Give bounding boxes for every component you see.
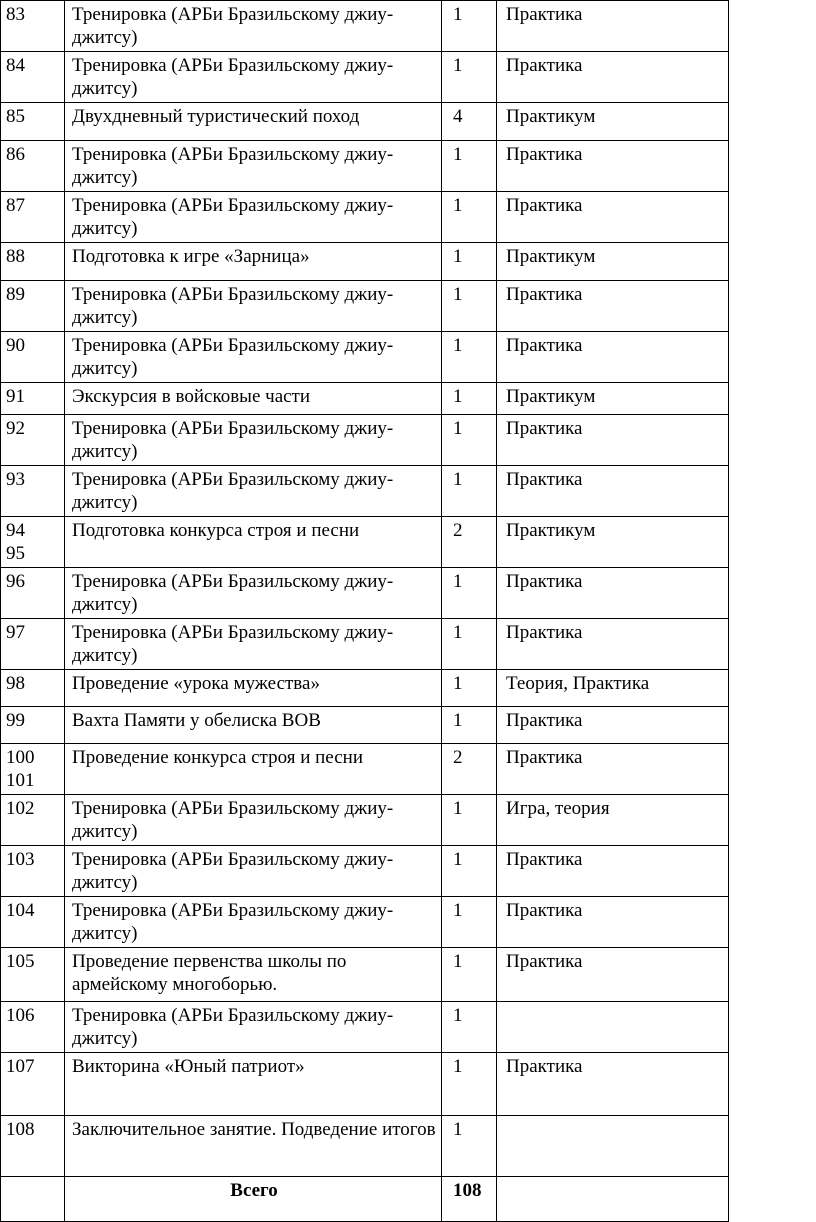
lesson-topic-cell: Тренировка (АРБи Бразильскому джиу-джитсу) (65, 141, 442, 192)
hours-cell: 1 (442, 141, 497, 192)
lesson-number-cell: 104 (1, 897, 65, 948)
hours-cell: 1 (442, 846, 497, 897)
total-type-cell (497, 1177, 729, 1222)
hours-cell: 2 (442, 517, 497, 568)
lesson-topic-cell: Викторина «Юный патриот» (65, 1053, 442, 1116)
lesson-topic-cell: Заключительное занятие. Подведение итогов (65, 1116, 442, 1177)
table-row (1, 1002, 729, 1053)
table-row (1, 897, 729, 948)
lesson-type-cell: Практика (497, 281, 729, 332)
lesson-type-cell: Практикум (497, 517, 729, 568)
hours-cell: 1 (442, 1002, 497, 1053)
lesson-number-cell: 103 (1, 846, 65, 897)
table-row (1, 517, 729, 568)
table-row (1, 948, 729, 1002)
lesson-number-cell: 94 95 (1, 517, 65, 568)
lesson-number-cell: 84 (1, 52, 65, 103)
hours-cell: 1 (442, 948, 497, 1002)
hours-cell: 1 (442, 281, 497, 332)
lesson-topic-cell: Тренировка (АРБи Бразильскому джиу-джитсу) (65, 1, 442, 52)
lesson-type-cell: Практика (497, 707, 729, 744)
hours-cell: 1 (442, 897, 497, 948)
lesson-type-cell: Практикум (497, 103, 729, 141)
table-row (1, 795, 729, 846)
hours-cell: 1 (442, 383, 497, 415)
hours-cell: 2 (442, 744, 497, 795)
lesson-number-cell: 107 (1, 1053, 65, 1116)
hours-cell: 1 (442, 243, 497, 281)
lesson-number-cell: 100 101 (1, 744, 65, 795)
lesson-number-cell: 92 (1, 415, 65, 466)
hours-cell: 1 (442, 466, 497, 517)
table-row (1, 1053, 729, 1116)
lesson-topic-cell: Подготовка конкурса строя и песни (65, 517, 442, 568)
lesson-number-cell: 89 (1, 281, 65, 332)
total-label: Всего (65, 1177, 442, 1222)
hours-cell: 1 (442, 1053, 497, 1116)
total-hours: 108 (442, 1177, 497, 1222)
lesson-number-cell: 98 (1, 670, 65, 707)
lesson-type-cell: Практика (497, 332, 729, 383)
lesson-number-cell: 91 (1, 383, 65, 415)
lesson-type-cell: Практикум (497, 243, 729, 281)
lesson-topic-cell: Тренировка (АРБи Бразильскому джиу-джитсу) (65, 415, 442, 466)
lesson-topic-cell: Тренировка (АРБи Бразильскому джиу-джитсу) (65, 846, 442, 897)
lesson-topic-cell: Вахта Памяти у обелиска ВОВ (65, 707, 442, 744)
lesson-number-cell: 108 (1, 1116, 65, 1177)
lesson-topic-cell: Тренировка (АРБи Бразильскому джиу-джитсу) (65, 332, 442, 383)
hours-cell: 1 (442, 192, 497, 243)
lesson-number-cell: 86 (1, 141, 65, 192)
lesson-number-cell: 87 (1, 192, 65, 243)
table-row (1, 383, 729, 415)
lesson-number-cell: 90 (1, 332, 65, 383)
table-row (1, 466, 729, 517)
lesson-topic-cell: Тренировка (АРБи Бразильскому джиу-джитсу) (65, 795, 442, 846)
hours-cell: 1 (442, 707, 497, 744)
lesson-topic-cell: Тренировка (АРБи Бразильскому джиу-джитсу) (65, 1002, 442, 1053)
lesson-topic-cell: Тренировка (АРБи Бразильскому джиу-джитсу) (65, 897, 442, 948)
table-row (1, 281, 729, 332)
table-row (1, 619, 729, 670)
hours-cell: 1 (442, 1, 497, 52)
lesson-type-cell: Практика (497, 192, 729, 243)
lesson-type-cell: Практика (497, 415, 729, 466)
lesson-topic-cell: Тренировка (АРБи Бразильскому джиу-джитсу) (65, 568, 442, 619)
lesson-type-cell: Теория, Практика (497, 670, 729, 707)
lesson-type-cell: Практика (497, 1, 729, 52)
lesson-topic-cell: Проведение «урока мужества» (65, 670, 442, 707)
table-row (1, 670, 729, 707)
total-number-cell (1, 1177, 65, 1222)
lesson-type-cell: Практика (497, 52, 729, 103)
table-row (1, 243, 729, 281)
hours-cell: 1 (442, 670, 497, 707)
lesson-topic-cell: Подготовка к игре «Зарница» (65, 243, 442, 281)
table-row (1, 52, 729, 103)
lesson-topic-cell: Проведение конкурса строя и песни (65, 744, 442, 795)
lesson-type-cell: Практика (497, 846, 729, 897)
lesson-type-cell: Практика (497, 568, 729, 619)
hours-cell: 1 (442, 415, 497, 466)
table-row (1, 332, 729, 383)
hours-cell: 1 (442, 1116, 497, 1177)
table-row (1, 707, 729, 744)
hours-cell: 1 (442, 332, 497, 383)
hours-cell: 1 (442, 619, 497, 670)
lesson-topic-cell: Тренировка (АРБи Бразильскому джиу-джитсу) (65, 281, 442, 332)
lesson-number-cell: 96 (1, 568, 65, 619)
lesson-topic-cell: Тренировка (АРБи Бразильскому джиу-джитсу) (65, 619, 442, 670)
table-row (1, 103, 729, 141)
table-row (1, 141, 729, 192)
lesson-topic-cell: Тренировка (АРБи Бразильскому джиу-джитсу) (65, 466, 442, 517)
table-row (1, 1, 729, 52)
lesson-type-cell: Практикум (497, 383, 729, 415)
lesson-number-cell: 93 (1, 466, 65, 517)
lesson-type-cell: Практика (497, 619, 729, 670)
lesson-type-cell: Практика (497, 1053, 729, 1116)
table-row (1, 1116, 729, 1177)
lesson-number-cell: 97 (1, 619, 65, 670)
hours-cell: 1 (442, 52, 497, 103)
lesson-topic-cell: Экскурсия в войсковые части (65, 383, 442, 415)
total-row (1, 1177, 729, 1222)
lesson-type-cell: Практика (497, 948, 729, 1002)
lesson-type-cell: Практика (497, 897, 729, 948)
table-row (1, 568, 729, 619)
lesson-topic-cell: Тренировка (АРБи Бразильскому джиу-джитсу) (65, 52, 442, 103)
lesson-number-cell: 102 (1, 795, 65, 846)
lesson-number-cell: 83 (1, 1, 65, 52)
lesson-type-cell: Практика (497, 141, 729, 192)
lesson-topic-cell: Двухдневный туристический поход (65, 103, 442, 141)
lesson-type-cell (497, 1116, 729, 1177)
table-row (1, 846, 729, 897)
lesson-topic-cell: Проведение первенства школы по армейскому многоборью. (65, 948, 442, 1002)
lesson-type-cell (497, 1002, 729, 1053)
hours-cell: 1 (442, 568, 497, 619)
lesson-number-cell: 105 (1, 948, 65, 1002)
lesson-type-cell: Практика (497, 744, 729, 795)
lesson-type-cell: Практика (497, 466, 729, 517)
table-row (1, 415, 729, 466)
hours-cell: 4 (442, 103, 497, 141)
lesson-number-cell: 88 (1, 243, 65, 281)
table-body (1, 1, 729, 1222)
lesson-number-cell: 106 (1, 1002, 65, 1053)
hours-cell: 1 (442, 795, 497, 846)
lesson-number-cell: 99 (1, 707, 65, 744)
lesson-number-cell: 85 (1, 103, 65, 141)
table-row (1, 744, 729, 795)
table-row (1, 192, 729, 243)
lesson-type-cell: Игра, теория (497, 795, 729, 846)
lesson-topic-cell: Тренировка (АРБи Бразильскому джиу-джитсу) (65, 192, 442, 243)
